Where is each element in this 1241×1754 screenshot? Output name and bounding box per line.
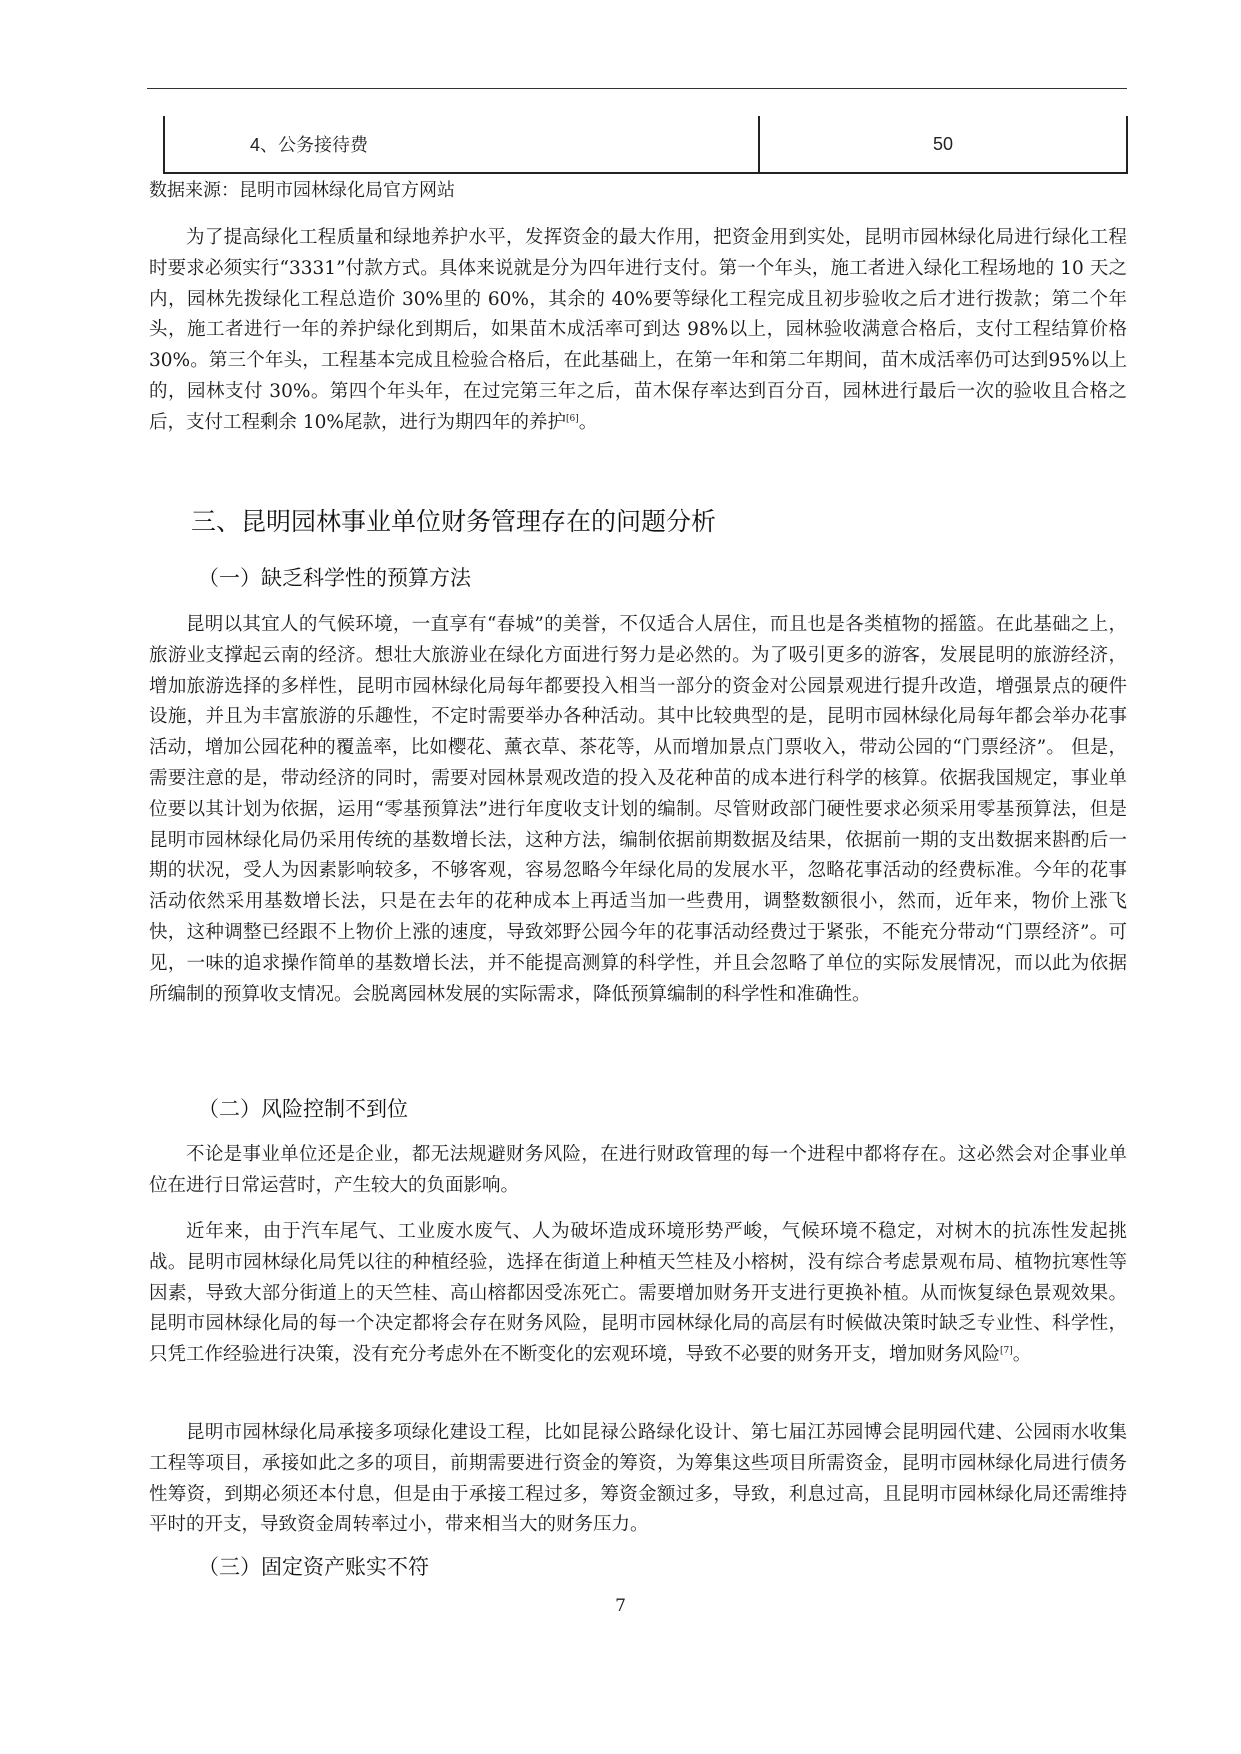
paragraph-debt-financing: 昆明市园林绿化局承接多项绿化建设工程，比如昆禄公路绿化设计、第七届江苏园博会昆明园代建、公园雨水收集工程等项目，承接如此之多的项目，前期需要进行资金的筹资，为筹集这些项目所需资金，昆明市园林绿化局进行债务性筹资，到期必须还本付息，但是由于承接工程过多，筹资金额过多，导致，利息过高，且昆明市园林绿化局还需维持平时的开支，导致资金周转率过小，带来相当大的财务压力。 [149, 1422, 1127, 1536]
data-source-note: 数据来源：昆明市园林绿化局官方网站 [149, 180, 455, 201]
citation-ref: [6] [566, 413, 579, 424]
paragraph-budget-method: 昆明以其宜人的气候环境，一直享有“春城”的美誉，不仅适合人居住，而且也是各类植物的摇篮。在此基础之上，旅游业支撑起云南的经济。想壮大旅游业在绿化方面进行努力是必然的。为了吸引更多的游客，发展昆明的旅游经济，增加旅游选择的多样性，昆明市园林绿化局每年都要投入相当一部分的资金对公园景观进行提升改造，增强景点的硬件设施，并且为丰富旅游的乐趣性，不定时需要举办各种活动。其中比较典型的是，昆明市园林绿化局每年都会举办花事活动，增加公园花种的覆盖率，比如樱花、薰衣草、茶花等，从而增加景点门票收入，带动公园的“门票经济”。 但是，需要注意的是，带动经济的同时，需要对园林景观改造的投入及花种苗的成本进行科学的核算。依据我国规定，事业单位要以其计划为依据，运用“零基预算法”进行年度收支计划的编制。尽管财政部门硬性要求必须采用零基预算法，但是昆明市园林绿化局仍采用传统的基数增长法，这种方法，编制依据前期数据及结果，依据前一期的支出数据来斟酌后一期的状况，受人为因素影响较多，不够客观，容易忽略今年绿化局的发展水平，忽略花事活动的经费标准。今年的花事活动依然采用基数增长法，只是在去年的花种成本上再适当加一些费用，调整数额很小，然而，近年来，物价上涨飞快，这种调整已经跟不上物价上涨的速度，导致郊野公园今年的花事活动经费过于紧张，不能充分带动“门票经济”。可见，一味的追求操作简单的基数增长法，并不能提高测算的科学性，并且会忽略了单位的实际发展情况，而以此为依据所编制的预算收支情况。会脱离园林发展的实际需求，降低预算编制的科学性和准确性。 [149, 614, 1127, 1005]
section-title: 三、昆明园林事业单位财务管理存在的问题分析 [191, 507, 717, 536]
table-cell-item: 4、公务接待费 [164, 116, 759, 173]
paragraph-payment-method [149, 223, 1127, 439]
paragraph-financial-risk: 不论是事业单位还是企业，都无法规避财务风险，在进行财政管理的每一个进程中都将存在。这必然会对企事业单位在进行日常运营时，产生较大的负面影响。 [149, 1144, 1127, 1196]
paragraph-climate-risk [149, 1217, 1127, 1371]
paragraph-end: 。 [578, 411, 598, 433]
subsection-title-1: （一）缺乏科学性的预算方法 [198, 566, 471, 590]
citation-ref: [7] [1000, 1346, 1013, 1357]
expense-table [163, 116, 1128, 174]
page-number: 7 [615, 1596, 626, 1616]
table-cell-amount: 50 [759, 116, 1127, 173]
paragraph-text: 近年来，由于汽车尾气、工业废水废气、人为破坏造成环境形势严峻，气候环境不稳定，对树木的抗冻性发起挑战。昆明市园林绿化局凭以往的种植经验，选择在街道上种植天竺桂及小榕树，没有综合考虑景观布局、植物抗寒性等因素，导致大部分街道上的天竺桂、高山榕都因受冻死亡。需要增加财务开支进行更换补植。从而恢复绿色景观效果。昆明市园林绿化局的每一个决定都将会存在财务风险，昆明市园林绿化局的高层有时候做决策时缺乏专业性、科学性，只凭工作经验进行决策，没有充分考虑外在不断变化的宏观环境，导致不必要的财务开支，增加财务风险 [149, 1221, 1127, 1366]
table-row [164, 116, 1127, 173]
paragraph-text: 为了提高绿化工程质量和绿地养护水平，发挥资金的最大作用，把资金用到实处，昆明市园林绿化局进行绿化工程时要求必须实行“3331”付款方式。具体来说就是分为四年进行支付。第一个年头，施工者进入绿化工程场地的 10 天之内，园林先拨绿化工程总造价 30%里的 60%，其余的 40%要等绿化工程完成且初步验收之后才进行拨款；第二个年头，施工者进行一年的养护绿化到期后，如果苗木成活率可到达 98%以上，园林验收满意合格后，支付工程结算价格 30%。第三个年头，工程基本完成且检验合格后，在此基础上，在第一年和第二年期间，苗木成活率仍可达到95%以上的，园林支付 30%。第四个年头年，在过完第三年之后，苗木保存率达到百分百，园林进行最后一次的验收且合格之后，支付工程剩余 10%尾款，进行为期四年的养护 [149, 227, 1127, 433]
subsection-title-2: （二）风险控制不到位 [198, 1097, 408, 1121]
subsection-title-3: （三）固定资产账实不符 [198, 1555, 429, 1579]
header-rule [147, 88, 1127, 89]
paragraph-end: 。 [1012, 1344, 1032, 1366]
